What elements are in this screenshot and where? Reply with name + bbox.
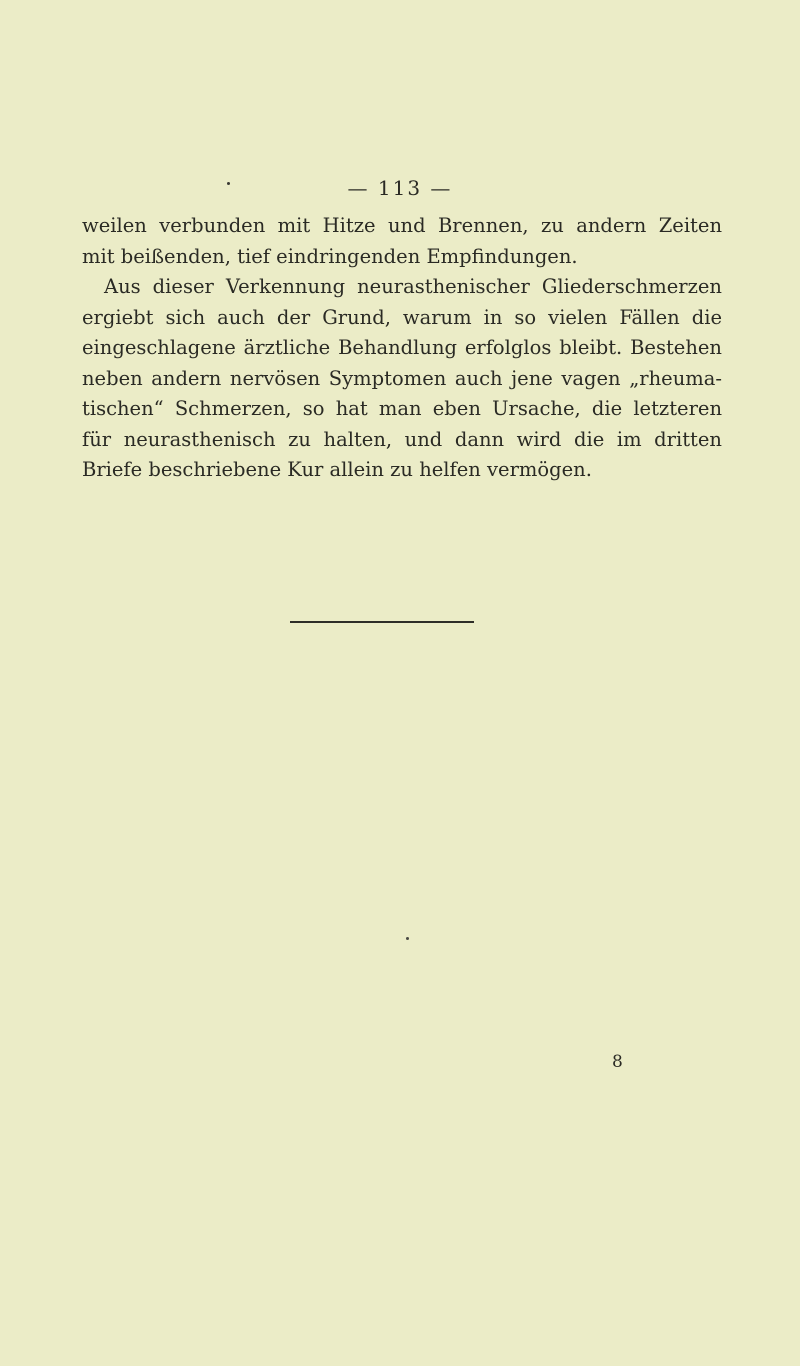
text-line: ergiebt sich auch der Grund, warum in so vielen Fällen die xyxy=(82,305,722,329)
text-line: Aus dieser Verkennung neurasthenischer Gliederschmerzen xyxy=(104,275,722,298)
text-line: neben andern nervösen Symptomen auch jene vagen „rheuma- xyxy=(82,366,722,390)
text-line: Briefe beschriebene Kur allein zu helfen vermögen. xyxy=(82,458,592,481)
text-line: tischen“ Schmerzen, so hat man eben Ursache, die letzteren xyxy=(82,397,722,420)
text-line: weilen verbunden mit Hitze und Brennen, zu andern Zeiten xyxy=(82,214,722,237)
signature-mark: 8 xyxy=(612,1052,623,1072)
text-line: eingeschlagene ärztliche Behandlung erfolglos bleibt. Bestehen xyxy=(82,336,722,359)
text-line: für neurasthenisch zu halten, und dann wird die im dritten xyxy=(82,427,722,451)
page-number-header: — 113 — xyxy=(347,176,453,200)
section-divider xyxy=(290,621,474,623)
text-line: mit beißenden, tief eindringenden Empfindungen. xyxy=(82,244,578,268)
ink-speck xyxy=(406,937,409,940)
body-text xyxy=(82,211,722,486)
